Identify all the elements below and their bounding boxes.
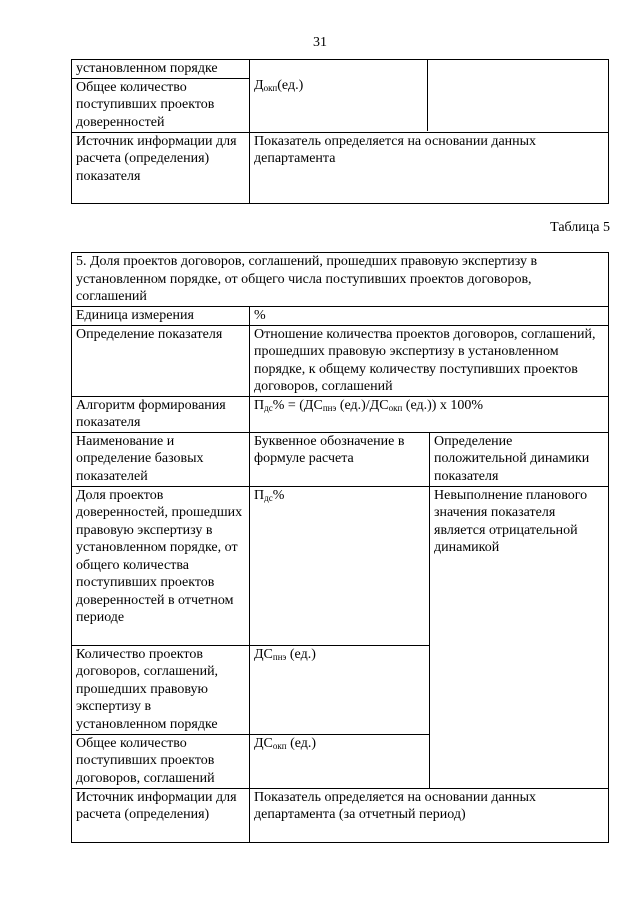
table-row [72, 253, 609, 307]
source-label: Источник информации для расчета (определения) показателя [72, 132, 250, 203]
continued-indicator-table [71, 59, 609, 204]
table-row [72, 486, 609, 645]
definition-label: Определение показателя [72, 325, 250, 396]
table-row [72, 788, 609, 842]
total-drafts-label: Общее количество поступивших проектов доверенностей [72, 78, 250, 132]
unit-label: Единица измерения [72, 307, 250, 326]
table-row [72, 396, 609, 432]
source-value: Показатель определяется на основании данных департамента (за отчетный период) [250, 788, 609, 842]
table-row [72, 432, 609, 486]
dynamics-definition: Невыполнение планового значения показателя является отрицательной динамикой [430, 486, 609, 788]
base-indicator-name: Общее количество поступивших проектов договоров, соглашений [72, 734, 250, 788]
indicator-title: 5. Доля проектов договоров, соглашений, прошедших правовую экспертизу в установленном порядке, от общего числа поступивших проектов договоров, соглашений [72, 253, 609, 307]
empty-cell [428, 60, 608, 131]
algorithm-label: Алгоритм формирования показателя [72, 396, 250, 432]
table-row [72, 132, 609, 203]
page-number: 31 [313, 35, 327, 50]
definition-value: Отношение количества проектов договоров, соглашений, прошедших правовую экспертизу в установленном порядке, к общему количеству поступивших проектов договоров, соглашений [250, 325, 609, 396]
base-indicator-symbol: $ДС_{пнэ}$ (ед.) [250, 645, 430, 734]
base-indicator-name: Доля проектов доверенностей, прошедших правовую экспертизу в установленном порядке, от общего количества поступивших проектов доверенностей в отчетном периоде [72, 486, 250, 645]
base-indicator-symbol: $П_{дс}\%$ [250, 486, 430, 645]
source-label: Источник информации для расчета (определения) [72, 788, 250, 842]
total-drafts-symbol: $Д_{окп}(ед.)$ [250, 60, 428, 131]
header-base-indicators: Наименование и определение базовых показателей [72, 432, 250, 486]
header-letter-designation: Буквенное обозначение в формуле расчета [250, 432, 430, 486]
continued-label: установленном порядке [72, 60, 250, 79]
table-row [72, 307, 609, 326]
header-positive-dynamics: Определение положительной динамики показателя [430, 432, 609, 486]
source-value: Показатель определяется на основании данных департамента [250, 132, 609, 203]
table-row [72, 325, 609, 396]
table-row [72, 60, 609, 79]
table-number: Таблица 5 [550, 220, 610, 235]
unit-value: % [250, 307, 609, 326]
continued-value-cell [250, 60, 609, 133]
indicator-table-5 [71, 252, 609, 843]
base-indicator-name: Количество проектов договоров, соглашений, прошедших правовую экспертизу в установленном порядке [72, 645, 250, 734]
algorithm-formula: $П_{дс}\% = (ДС_{пнэ}$ $(ед.)/ДС_{окп}$ (ед.)) х 100% [250, 396, 609, 432]
base-indicator-symbol: $ДС_{окп}$ (ед.) [250, 734, 430, 788]
